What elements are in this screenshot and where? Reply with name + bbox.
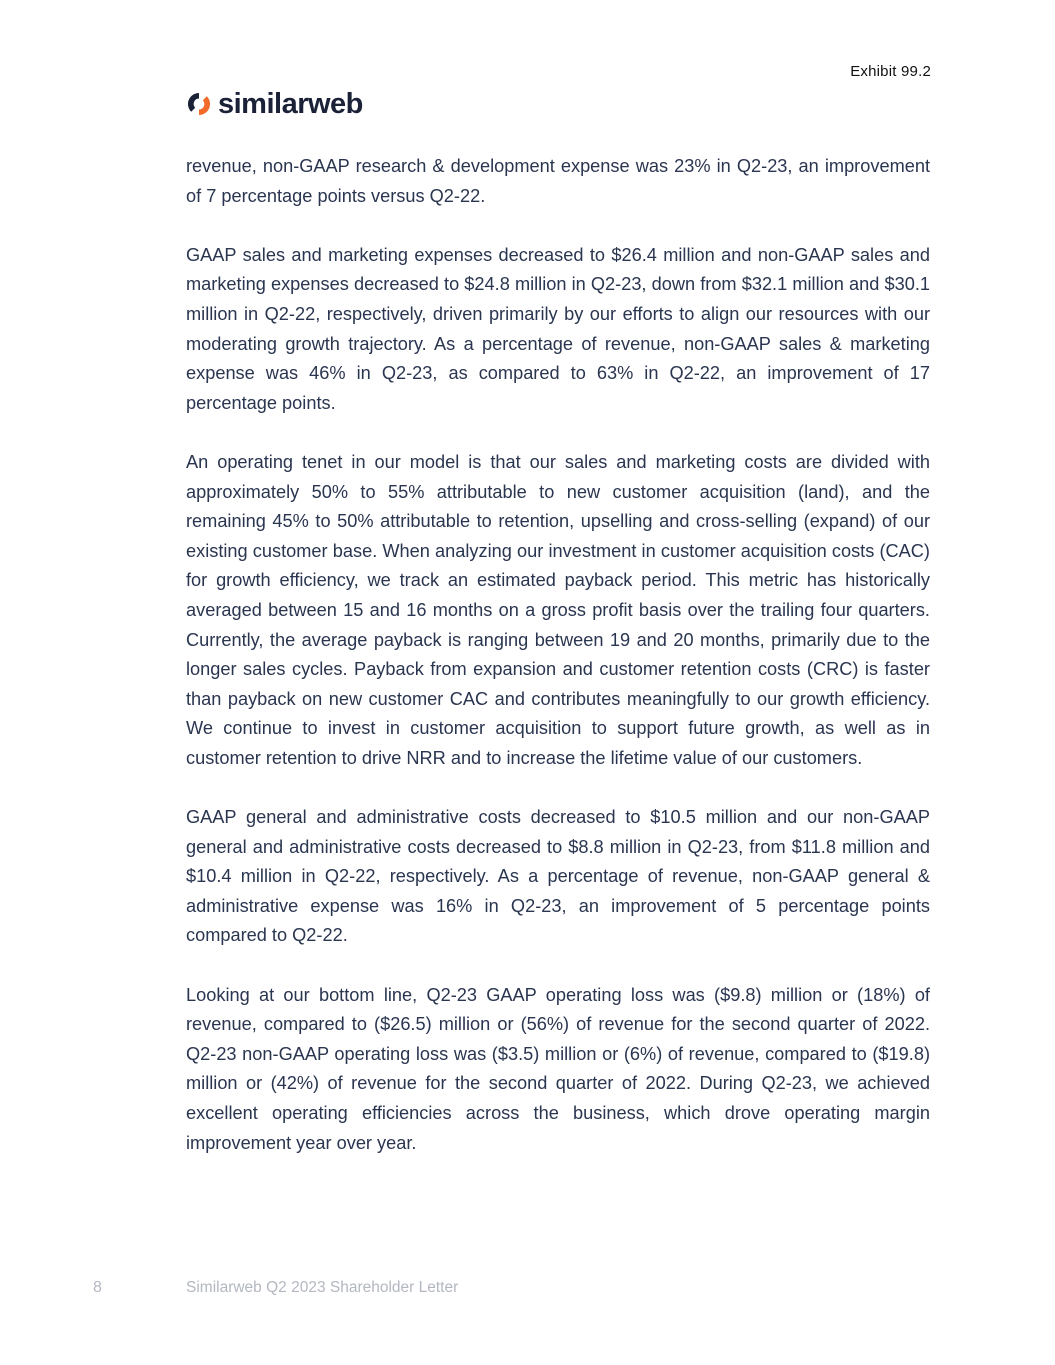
letter-body (186, 152, 930, 1188)
paragraph-general-administrative: GAAP general and administrative costs decreased to $10.5 million and our non-GAAP general and administrative costs decreased to $8.8 million in Q2-23, from $11.8 million and $10.4 million in Q2-22, respectively. As a percentage of revenue, non-GAAP general & administrative expense was 16% in Q2-23, an improvement of 5 percentage points compared to Q2-22. (186, 807, 930, 946)
paragraph-sales-marketing: GAAP sales and marketing expenses decreased to $26.4 million and non-GAAP sales and marketing expenses decreased to $24.8 million in Q2-23, down from $32.1 million and $30.1 million in Q2-22, respectively, driven primarily by our efforts to align our resources with our moderating growth trajectory. As a percentage of revenue, non-GAAP sales & marketing expense was 46% in Q2-23, as compared to 63% in Q2-22, an improvement of 17 percentage points. (186, 244, 930, 413)
logo-wordmark: similarweb (218, 87, 363, 120)
similarweb-logo-icon (186, 91, 212, 117)
page-number: 8 (93, 1279, 102, 1296)
similarweb-logo (186, 86, 363, 122)
exhibit-label: Exhibit 99.2 (850, 63, 931, 80)
paragraph-bottom-line: Looking at our bottom line, Q2-23 GAAP operating loss was ($9.8) million or (18%) of revenue, compared to ($26.5) million or (56%) of revenue for the second quarter of 2022. Q2-23 non-GAAP operating loss was ($3.5) million or (6%) of revenue, compared to ($19.8) million or (42%) of revenue for the second quarter of 2022. During Q2-23, we achieved excellent operating efficiencies across the business, which drove operating margin improvement year over year. (186, 984, 930, 1153)
paragraph-operating-tenet: An operating tenet in our model is that our sales and marketing costs are divided with approximately 50% to 55% attributable to new customer acquisition (land), and the remaining 45% to 50% attributable to retention, upselling and cross-selling (expand) of our existing customer base. When analyzing our investment in customer acquisition costs (CAC) for growth efficiency, we track an estimated payback period. This metric has historically averaged between 15 and 16 months on a gross profit basis over the trailing four quarters. Currently, the average payback is ranging between 19 and 20 months, primarily due to the longer sales cycles. Payback from expansion and customer retention costs (CRC) is faster than payback on new customer CAC and contributes meaningfully to our growth efficiency. We continue to invest in customer acquisition to support future growth, as well as in customer retention to drive NRR and to increase the lifetime value of our customers. (186, 451, 930, 768)
paragraph-rnd-expense: revenue, non-GAAP research & development expense was 23% in Q2-23, an improvement of 7 percentage points versus Q2-22. (186, 156, 930, 206)
footer-document-title: Similarweb Q2 2023 Shareholder Letter (186, 1279, 459, 1296)
